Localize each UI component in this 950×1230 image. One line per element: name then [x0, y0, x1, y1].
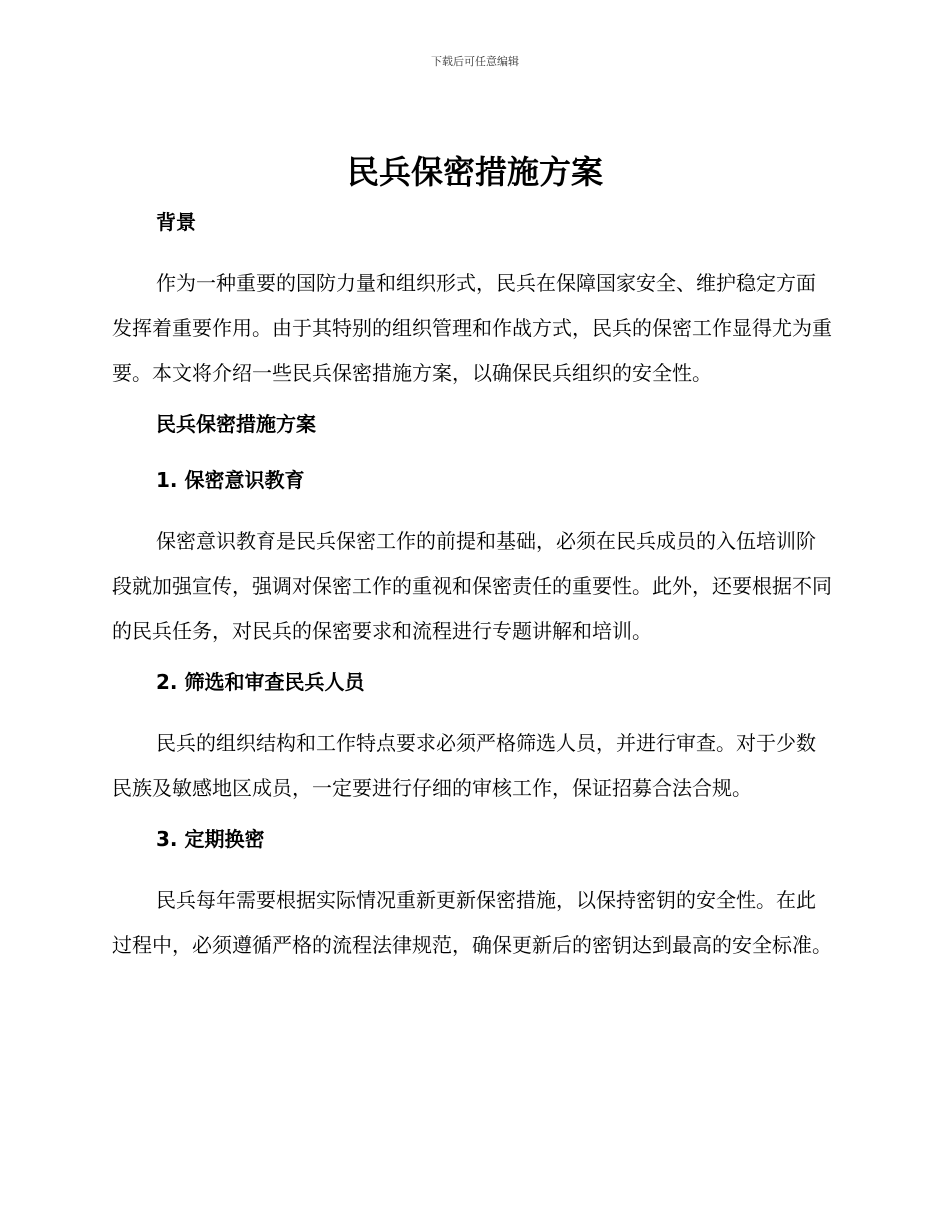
paragraph-item3: 民兵每年需要根据实际情况重新更新保密措施，以保持密钥的安全性。在此过程中，必须遵循严格的流程法律规范，确保更新后的密钥达到最高的安全标准。: [112, 888, 832, 957]
document-body: [112, 205, 832, 979]
section-heading-item3: 3. 定期换密: [156, 827, 265, 851]
section-heading-item1: 1. 保密意识教育: [156, 468, 305, 492]
paragraph-item1: 保密意识教育是民兵保密工作的前提和基础，必须在民兵成员的入伍培训阶段就加强宣传，强调对保密工作的重视和保密责任的重要性。此外，还要根据不同的民兵任务，对民兵的保密要求和流程进行专题讲解和培训。: [112, 529, 832, 643]
document-title: 民兵保密措施方案: [346, 153, 603, 191]
paragraph-background: 作为一种重要的国防力量和组织形式，民兵在保障国家安全、维护稳定方面发挥着重要作用。由于其特别的组织管理和作战方式，民兵的保密工作显得尤为重要。本文将介绍一些民兵保密措施方案，以确保民兵组织的安全性。: [112, 271, 832, 385]
paragraph-item2: 民兵的组织结构和工作特点要求必须严格筛选人员，并进行审查。对于少数民族及敏感地区成员，一定要进行仔细的审核工作，保证招募合法合规。: [112, 731, 816, 800]
section-heading-item2: 2. 筛选和审查民兵人员: [156, 670, 365, 694]
section-heading-plan: 民兵保密措施方案: [156, 412, 316, 436]
section-heading-background: 背景: [156, 210, 196, 234]
page-header-note: 下载后可任意编辑: [431, 55, 519, 68]
